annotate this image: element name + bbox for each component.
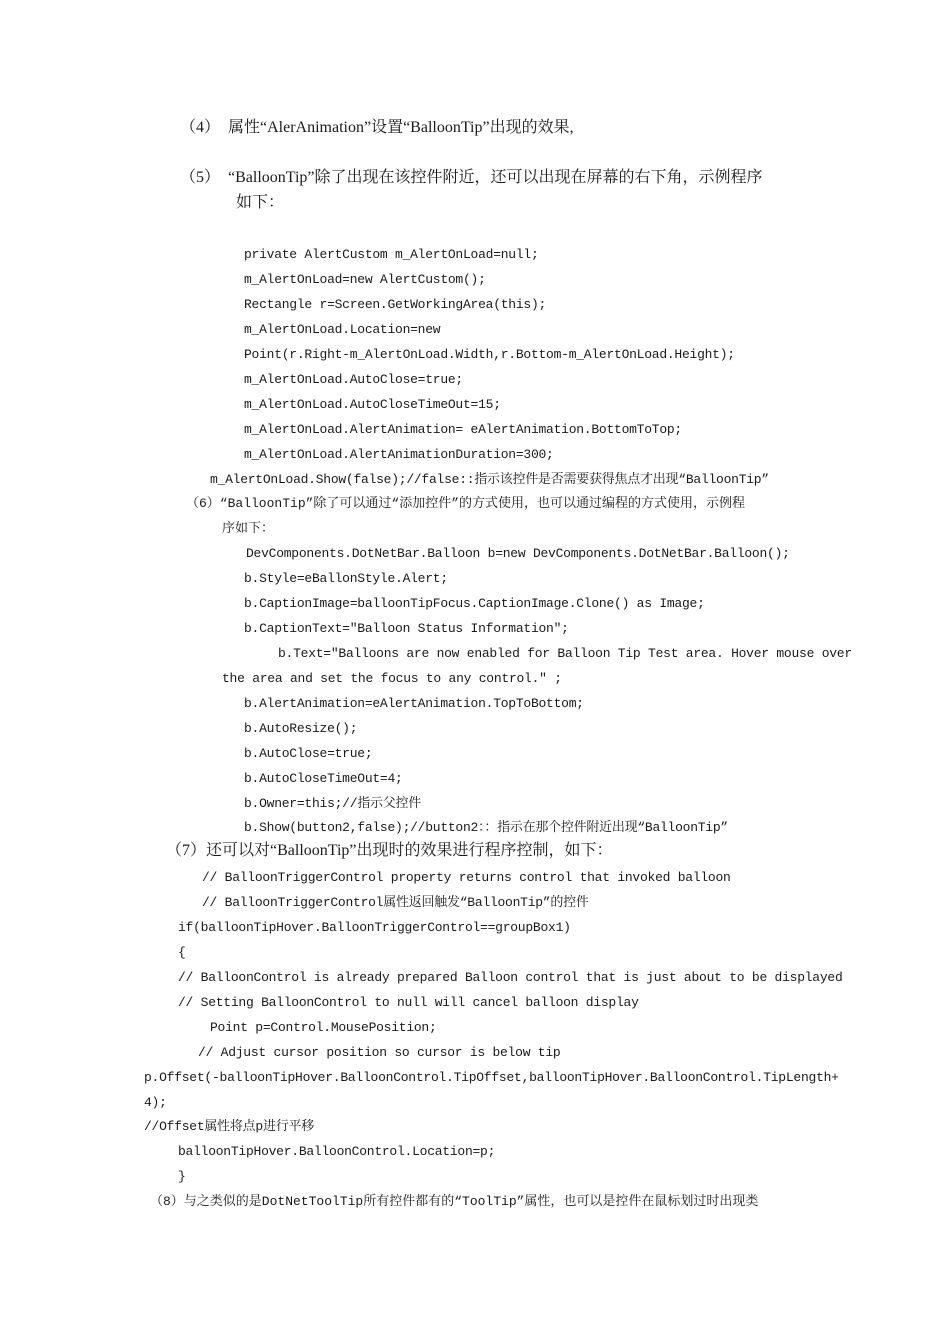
item-5-continuation: 如下： [236,194,285,211]
code-line: DevComponents.DotNetBar.Balloon b=new DevComponents.DotNetBar.Balloon(); [246,546,790,561]
code-line: m_AlertOnLoad=new AlertCustom(); [244,272,486,287]
code-line: // Setting BalloonControl to null will cancel balloon display [178,995,639,1010]
code-line: b.Show(button2,false);//button2：：指示在那个控件附近出现“BalloonTip” [244,820,728,835]
code-line: the area and set the focus to any control." ; [222,671,562,686]
code-line: 4); [144,1095,167,1110]
item-7-heading: （7）还可以对“BalloonTip”出现时的效果进行程序控制，如下： [166,842,613,859]
code-line: b.AutoResize(); [244,721,358,736]
code-line: Point(r.Right-m_AlertOnLoad.Width,r.Bottom-m_AlertOnLoad.Height); [244,347,735,362]
code-line: b.CaptionImage=balloonTipFocus.CaptionImage.Clone() as Image; [244,596,705,611]
code-line: m_AlertOnLoad.AutoCloseTimeOut=15; [244,397,501,412]
code-line: Point p=Control.MousePosition; [210,1020,437,1035]
code-line: p.Offset(-balloonTipHover.BalloonControl.TipOffset,balloonTipHover.BalloonControl.TipLength+ [144,1070,839,1085]
code-line: b.Style=eBallonStyle.Alert; [244,571,448,586]
code-line: m_AlertOnLoad.Location=new [244,322,441,337]
item-6-heading: （6）“BalloonTip”除了可以通过“添加控件”的方式使用，也可以通过编程的方式使用，示例程 [186,496,746,511]
code-line: // Adjust cursor position so cursor is below tip [198,1045,561,1060]
code-line: Rectangle r=Screen.GetWorkingArea(this); [244,297,547,312]
code-line: m_AlertOnLoad.AlertAnimationDuration=300; [244,447,554,462]
code-line: if(balloonTipHover.BalloonTriggerControl==groupBox1) [178,920,571,935]
item-6-continuation: 序如下： [222,521,275,536]
code-line: m_AlertOnLoad.AutoClose=true; [244,372,463,387]
item-4-heading: （4） 属性“AlerAnimation”设置“BalloonTip”出现的效果, [180,119,574,136]
code-line: // BalloonTriggerControl属性返回触发“BalloonTip”的控件 [202,895,589,910]
code-line: b.Text="Balloons are now enabled for Balloon Tip Test area. Hover mouse over [278,646,852,661]
code-line: // BalloonControl is already prepared Balloon control that is just about to be displayed [178,970,843,985]
code-line: { [178,945,186,960]
item-5-heading: （5） “BalloonTip”除了出现在该控件附近，还可以出现在屏幕的右下角，示例程序 [180,169,763,186]
code-line: m_AlertOnLoad.Show(false);//false::指示该控件是否需要获得焦点才出现“BalloonTip” [210,472,769,487]
code-line: //Offset属性将点p进行平移 [144,1119,314,1134]
code-line: balloonTipHover.BalloonControl.Location=p; [178,1144,496,1159]
item-8-heading: （8）与之类似的是DotNetToolTip所有控件都有的“ToolTip”属性，也可以是控件在鼠标划过时出现类 [150,1194,759,1209]
code-line: // BalloonTriggerControl property returns control that invoked balloon [202,870,731,885]
code-line: b.Owner=this;//指示父控件 [244,796,422,811]
code-line: b.AlertAnimation=eAlertAnimation.TopToBottom; [244,696,584,711]
code-line: b.AutoClose=true; [244,746,373,761]
code-line: b.AutoCloseTimeOut=4; [244,771,403,786]
code-line: m_AlertOnLoad.AlertAnimation= eAlertAnimation.BottomToTop; [244,422,682,437]
code-line: } [178,1169,186,1184]
code-line: private AlertCustom m_AlertOnLoad=null; [244,247,539,262]
code-line: b.CaptionText="Balloon Status Information"; [244,621,569,636]
